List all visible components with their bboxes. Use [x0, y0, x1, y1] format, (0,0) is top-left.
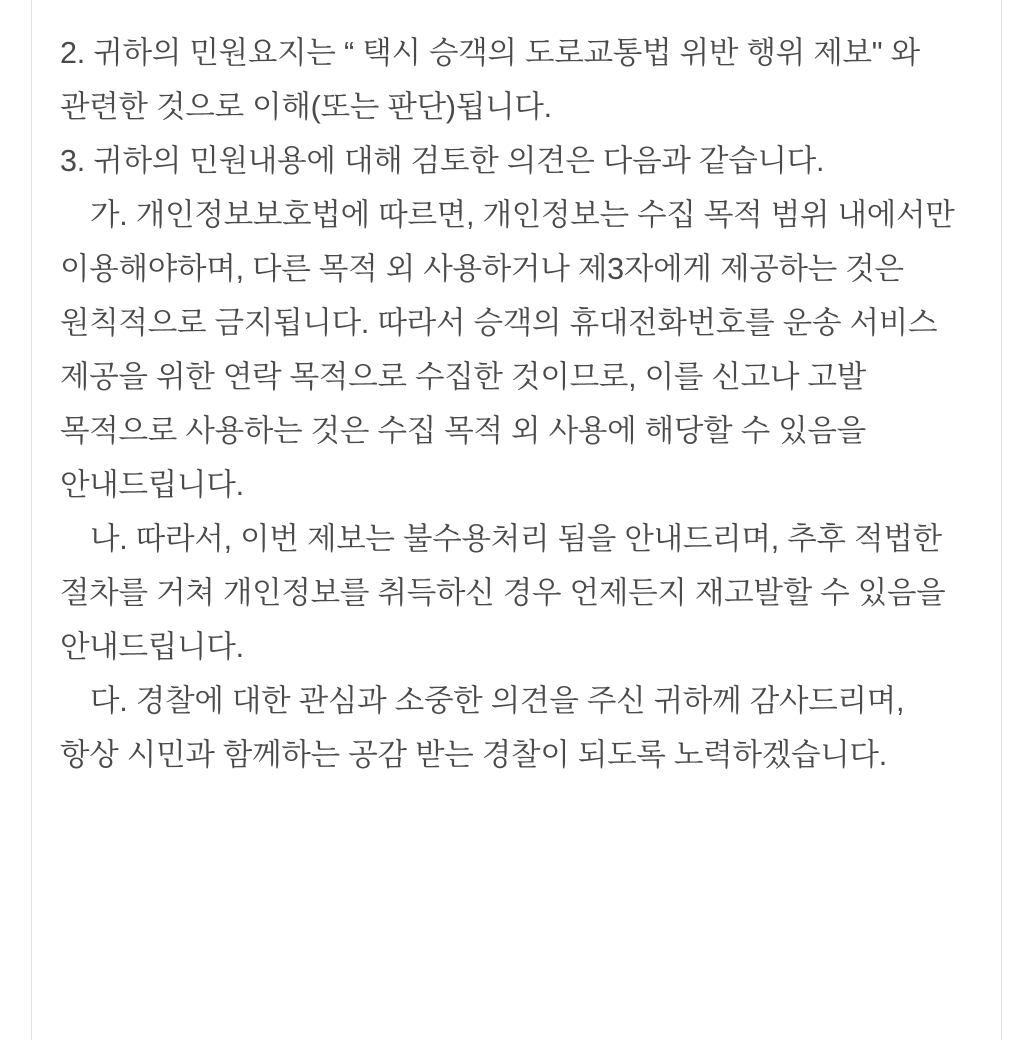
left-margin-rule: [31, 0, 32, 1040]
paragraph-item-ga: 가. 개인정보보호법에 따르면, 개인정보는 수집 목적 범위 내에서만 이용해야하며, 다른 목적 외 사용하거나 제3자에게 제공하는 것은 원칙적으로 금지됩니다. 따라서 승객의 휴대전화번호를 운송 서비스 제공을 위한 연락 목적으로 수집한 것이므로, 이를 신고나 고발 목적으로 사용하는 것은 수집 목적 외 사용에 해당할 수 있음을 안내드립니다.: [60, 198, 963, 502]
paragraph-item-2: 2. 귀하의 민원요지는 “ 택시 승객의 도로교통법 위반 행위 제보" 와 관련한 것으로 이해(또는 판단)됩니다.: [60, 36, 929, 124]
document-body: [60, 26, 963, 782]
paragraph-item-da: 다. 경찰에 대한 관심과 소중한 의견을 주신 귀하께 감사드리며, 항상 시민과 함께하는 공감 받는 경찰이 되도록 노력하겠습니다.: [60, 684, 913, 772]
paragraph-item-na: 나. 따라서, 이번 제보는 불수용처리 됨을 안내드리며, 추후 적법한 절차를 거쳐 개인정보를 취득하신 경우 언제든지 재고발할 수 있음을 안내드립니다.: [60, 522, 954, 664]
paragraph-item-3: 3. 귀하의 민원내용에 대해 검토한 의견은 다음과 같습니다.: [60, 144, 825, 178]
right-margin-rule: [1001, 0, 1002, 1040]
